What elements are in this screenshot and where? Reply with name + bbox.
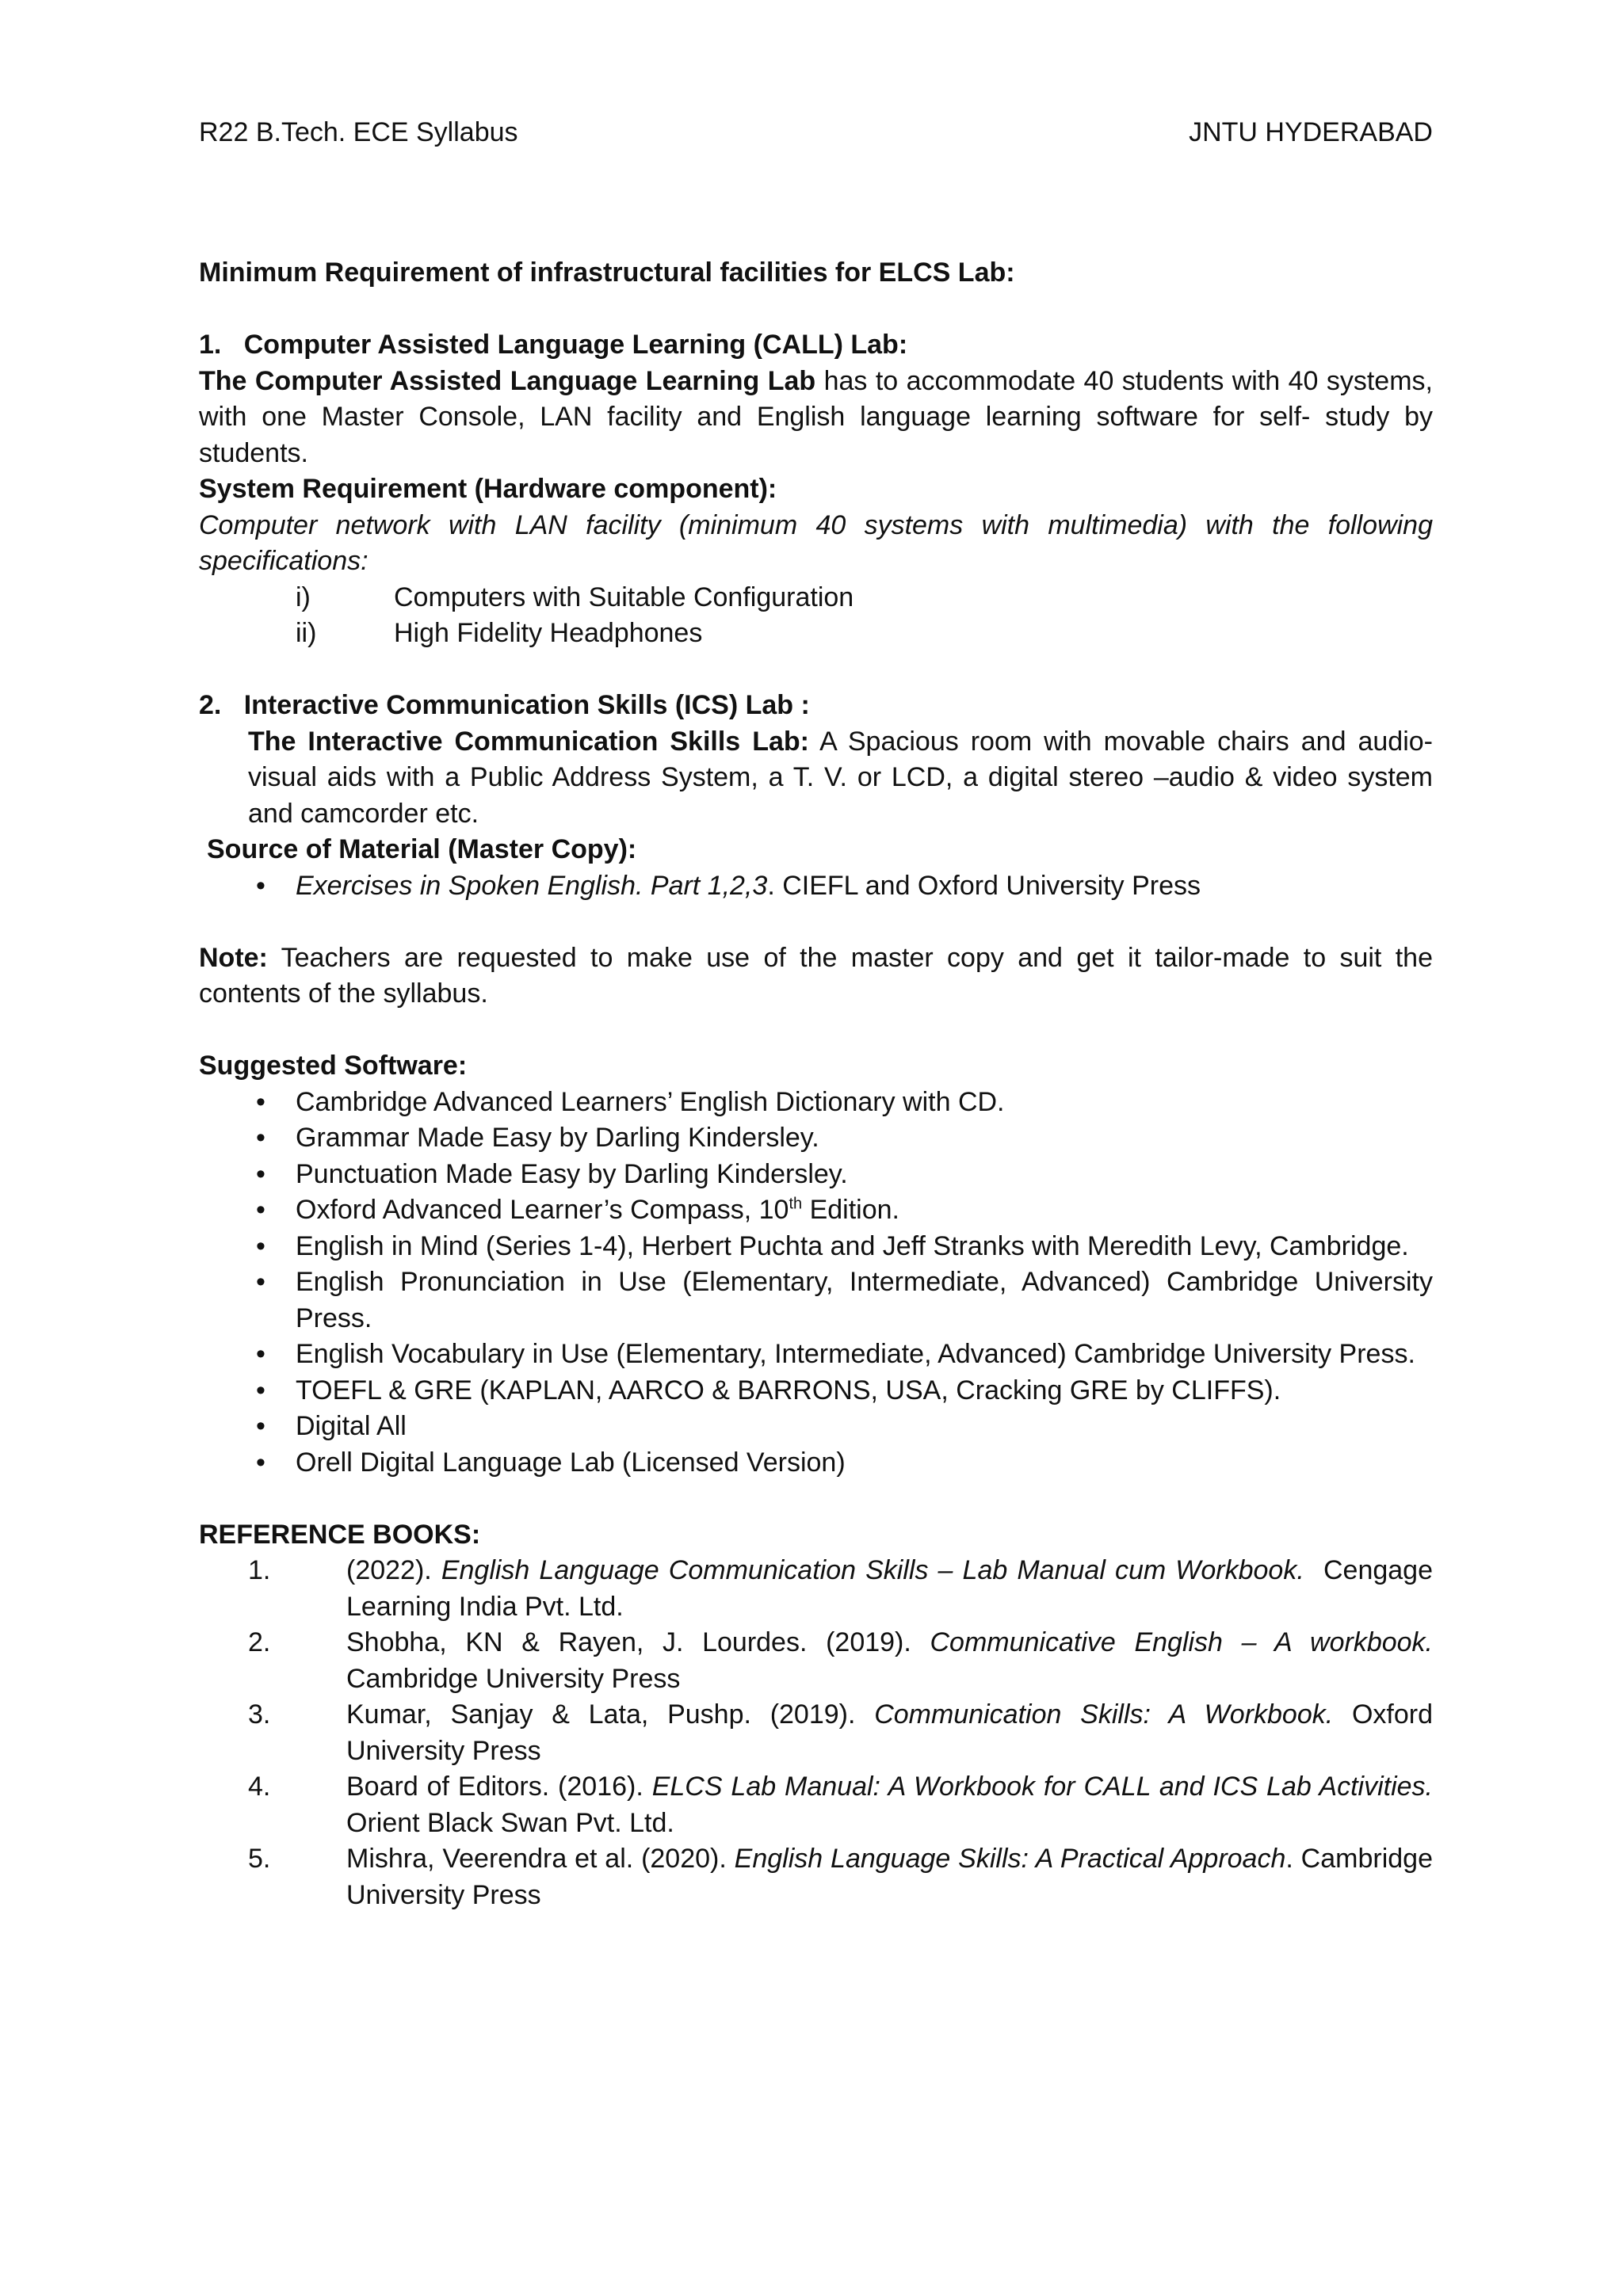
list-item-text: TOEFL & GRE (KAPLAN, AARCO & BARRONS, USA, Cracking GRE by CLIFFS).: [296, 1375, 1281, 1405]
reference-post: Oxford University Press: [346, 1699, 1433, 1766]
list-item: [199, 1264, 1433, 1337]
source-heading: Source of Material (Master Copy):: [207, 834, 637, 864]
reference-item: [199, 1697, 1433, 1769]
reference-title: Communicative English – A workbook.: [930, 1627, 1433, 1657]
list-item: [199, 1373, 1433, 1409]
list-item-text: English Vocabulary in Use (Elementary, Intermediate, Advanced) Cambridge University Press.: [296, 1339, 1415, 1369]
system-requirement-desc: Computer network with LAN facility (minimum 40 systems with multimedia) with the following specifications:: [199, 509, 1433, 576]
list-item-text: Cambridge Advanced Learners’ English Dictionary with CD.: [296, 1086, 1005, 1117]
reference-number: 1.: [248, 1555, 271, 1585]
call-body: has to accommodate 40 students with 40 systems, with one Master Console, LAN facility and English language learning software for self- study by students.: [199, 365, 1433, 468]
reference-title: ELCS Lab Manual: A Workbook for CALL and ICS Lab Activities.: [651, 1772, 1433, 1802]
reference-post: Cengage Learning India Pvt. Ltd.: [346, 1555, 1433, 1622]
roman-numeral: i): [296, 582, 311, 612]
reference-title: Communication Skills: A Workbook.: [874, 1699, 1334, 1730]
list-item-text: High Fidelity Headphones: [394, 618, 703, 648]
list-item: [199, 616, 1433, 652]
system-requirement-heading: System Requirement (Hardware component):: [199, 474, 777, 504]
ics-paragraph: [199, 724, 1433, 833]
ics-heading: 2. Interactive Communication Skills (ICS) Lab :: [199, 690, 810, 720]
reference-title: English Language Communication Skills – Lab Manual cum Workbook.: [441, 1555, 1304, 1585]
note-label: Note:: [199, 942, 268, 973]
reference-title: English Language Skills: A Practical Approach: [734, 1844, 1286, 1874]
list-item: [199, 1445, 1433, 1482]
list-item: [199, 1192, 1433, 1229]
source-title: Exercises in Spoken English. Part 1,2,3: [296, 870, 768, 901]
document-body: [199, 255, 1433, 1913]
bullet-icon: •: [256, 1123, 265, 1153]
reference-post: Cambridge University Press: [346, 1663, 681, 1694]
list-item-text: Punctuation Made Easy by Darling Kindersley.: [296, 1158, 848, 1189]
reference-item: [199, 1841, 1433, 1913]
bullet-icon: •: [256, 1230, 265, 1261]
references-heading: REFERENCE BOOKS:: [199, 1519, 481, 1550]
note-text: Teachers are requested to make use of the master copy and get it tailor-made to suit the contents of the syllabus.: [199, 942, 1433, 1009]
ics-lead: The Interactive Communication Skills Lab:: [248, 726, 809, 757]
reference-pre: Board of Editors. (2016).: [346, 1772, 652, 1802]
list-item: [199, 1229, 1433, 1265]
call-heading: 1. Computer Assisted Language Learning (CALL) Lab:: [199, 330, 908, 360]
reference-item: [199, 1625, 1433, 1697]
reference-pre: Shobha, KN & Rayen, J. Lourdes. (2019).: [346, 1627, 930, 1657]
list-item-tail: Edition.: [802, 1195, 899, 1225]
list-item-text: Digital All: [296, 1411, 407, 1441]
reference-number: 3.: [248, 1699, 271, 1730]
superscript: th: [789, 1195, 803, 1213]
reference-pre: Kumar, Sanjay & Lata, Pushp. (2019).: [346, 1699, 875, 1730]
list-item: [199, 580, 1433, 616]
bullet-icon: •: [256, 1411, 265, 1441]
list-item: [199, 868, 1433, 905]
list-item-text: Grammar Made Easy by Darling Kindersley.: [296, 1123, 819, 1153]
call-paragraph: [199, 364, 1433, 472]
note-paragraph: [199, 940, 1433, 1013]
reference-pre: (2022).: [346, 1555, 441, 1585]
list-item-text: English Pronunciation in Use (Elementary, Intermediate, Advanced) Cambridge University Press.: [296, 1267, 1433, 1333]
call-lead: The Computer Assisted Language Learning Lab: [199, 365, 816, 396]
reference-number: 5.: [248, 1844, 271, 1874]
list-item: [199, 1085, 1433, 1121]
list-item-text: Computers with Suitable Configuration: [394, 582, 854, 612]
list-item-text: Orell Digital Language Lab (Licensed Version): [296, 1447, 846, 1478]
reference-number: 4.: [248, 1772, 271, 1802]
reference-post: Orient Black Swan Pvt. Ltd.: [346, 1807, 674, 1838]
bullet-icon: •: [256, 870, 265, 901]
reference-item: [199, 1553, 1433, 1625]
bullet-icon: •: [256, 1158, 265, 1189]
list-item: [199, 1120, 1433, 1157]
source-rest: . CIEFL and Oxford University Press: [767, 870, 1201, 901]
software-heading: Suggested Software:: [199, 1051, 468, 1081]
bullet-icon: •: [256, 1375, 265, 1405]
list-item: [199, 1409, 1433, 1445]
roman-numeral: ii): [296, 618, 317, 648]
list-item-text: English in Mind (Series 1-4), Herbert Puchta and Jeff Stranks with Meredith Levy, Cambridge.: [296, 1230, 1409, 1261]
ics-body: A Spacious room with movable chairs and audio-visual aids with a Public Address System, a T. V. or LCD, a digital stereo –audio & video system and camcorder etc.: [248, 726, 1433, 829]
reference-post: . Cambridge University Press: [346, 1844, 1433, 1910]
list-item: [199, 1337, 1433, 1373]
bullet-icon: •: [256, 1447, 265, 1478]
bullet-icon: •: [256, 1339, 265, 1369]
header-left: R22 B.Tech. ECE Syllabus: [199, 117, 518, 147]
reference-number: 2.: [248, 1627, 271, 1657]
bullet-icon: •: [256, 1267, 265, 1297]
page-title: Minimum Requirement of infrastructural facilities for ELCS Lab:: [199, 257, 1015, 288]
reference-item: [199, 1769, 1433, 1841]
list-item: [199, 1157, 1433, 1193]
bullet-icon: •: [256, 1086, 265, 1117]
bullet-icon: •: [256, 1195, 265, 1225]
list-item-text: Oxford Advanced Learner’s Compass, 10: [296, 1195, 789, 1225]
reference-pre: Mishra, Veerendra et al. (2020).: [346, 1844, 735, 1874]
header-right: JNTU HYDERABAD: [1189, 117, 1433, 147]
